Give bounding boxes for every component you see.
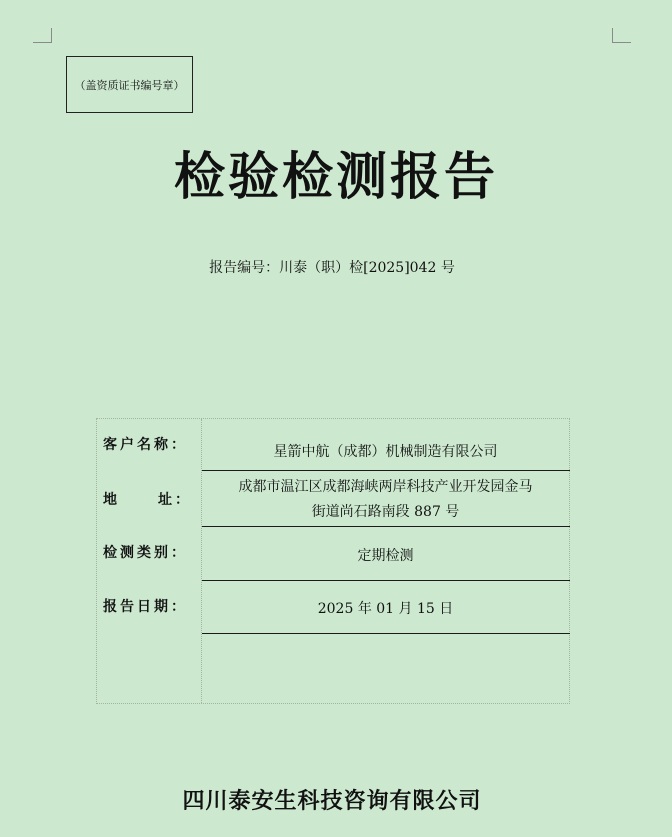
date-label: 报告日期： (103, 599, 188, 615)
report-number: 报告编号：川泰（职）检[2025]042 号 (209, 260, 455, 276)
stamp-placeholder-box (66, 56, 193, 113)
client-value: 星箭中航（成都）机械制造有限公司 (273, 444, 498, 460)
address-label (103, 489, 192, 509)
issuing-company: 四川泰安生科技咨询有限公司 (182, 788, 482, 814)
table-row-address (97, 471, 569, 527)
document-title: 检验检测报告 (173, 147, 498, 207)
address-label-char-b: 址： (158, 492, 192, 508)
table-row-client (97, 419, 569, 471)
client-label: 客户名称： (103, 437, 188, 453)
category-label: 检测类别： (103, 545, 188, 561)
address-line-2: 街道尚石路南段 887 号 (311, 504, 460, 520)
address-value (202, 475, 569, 525)
page-corner-mark-top-left (33, 28, 52, 43)
page-corner-mark-top-right (612, 28, 631, 43)
address-line-1: 成都市温江区成都海峡两岸科技产业开发园金马 (238, 479, 533, 495)
stamp-placeholder-text: （盖资质证书编号章） (74, 78, 185, 92)
table-row-date (97, 581, 569, 634)
address-label-char-a: 地 (103, 492, 120, 508)
date-value: 2025 年 01 月 15 日 (317, 601, 454, 617)
category-value: 定期检测 (357, 548, 414, 564)
table-row-category (97, 527, 569, 581)
report-info-table (96, 418, 570, 704)
date-underline (202, 633, 570, 634)
